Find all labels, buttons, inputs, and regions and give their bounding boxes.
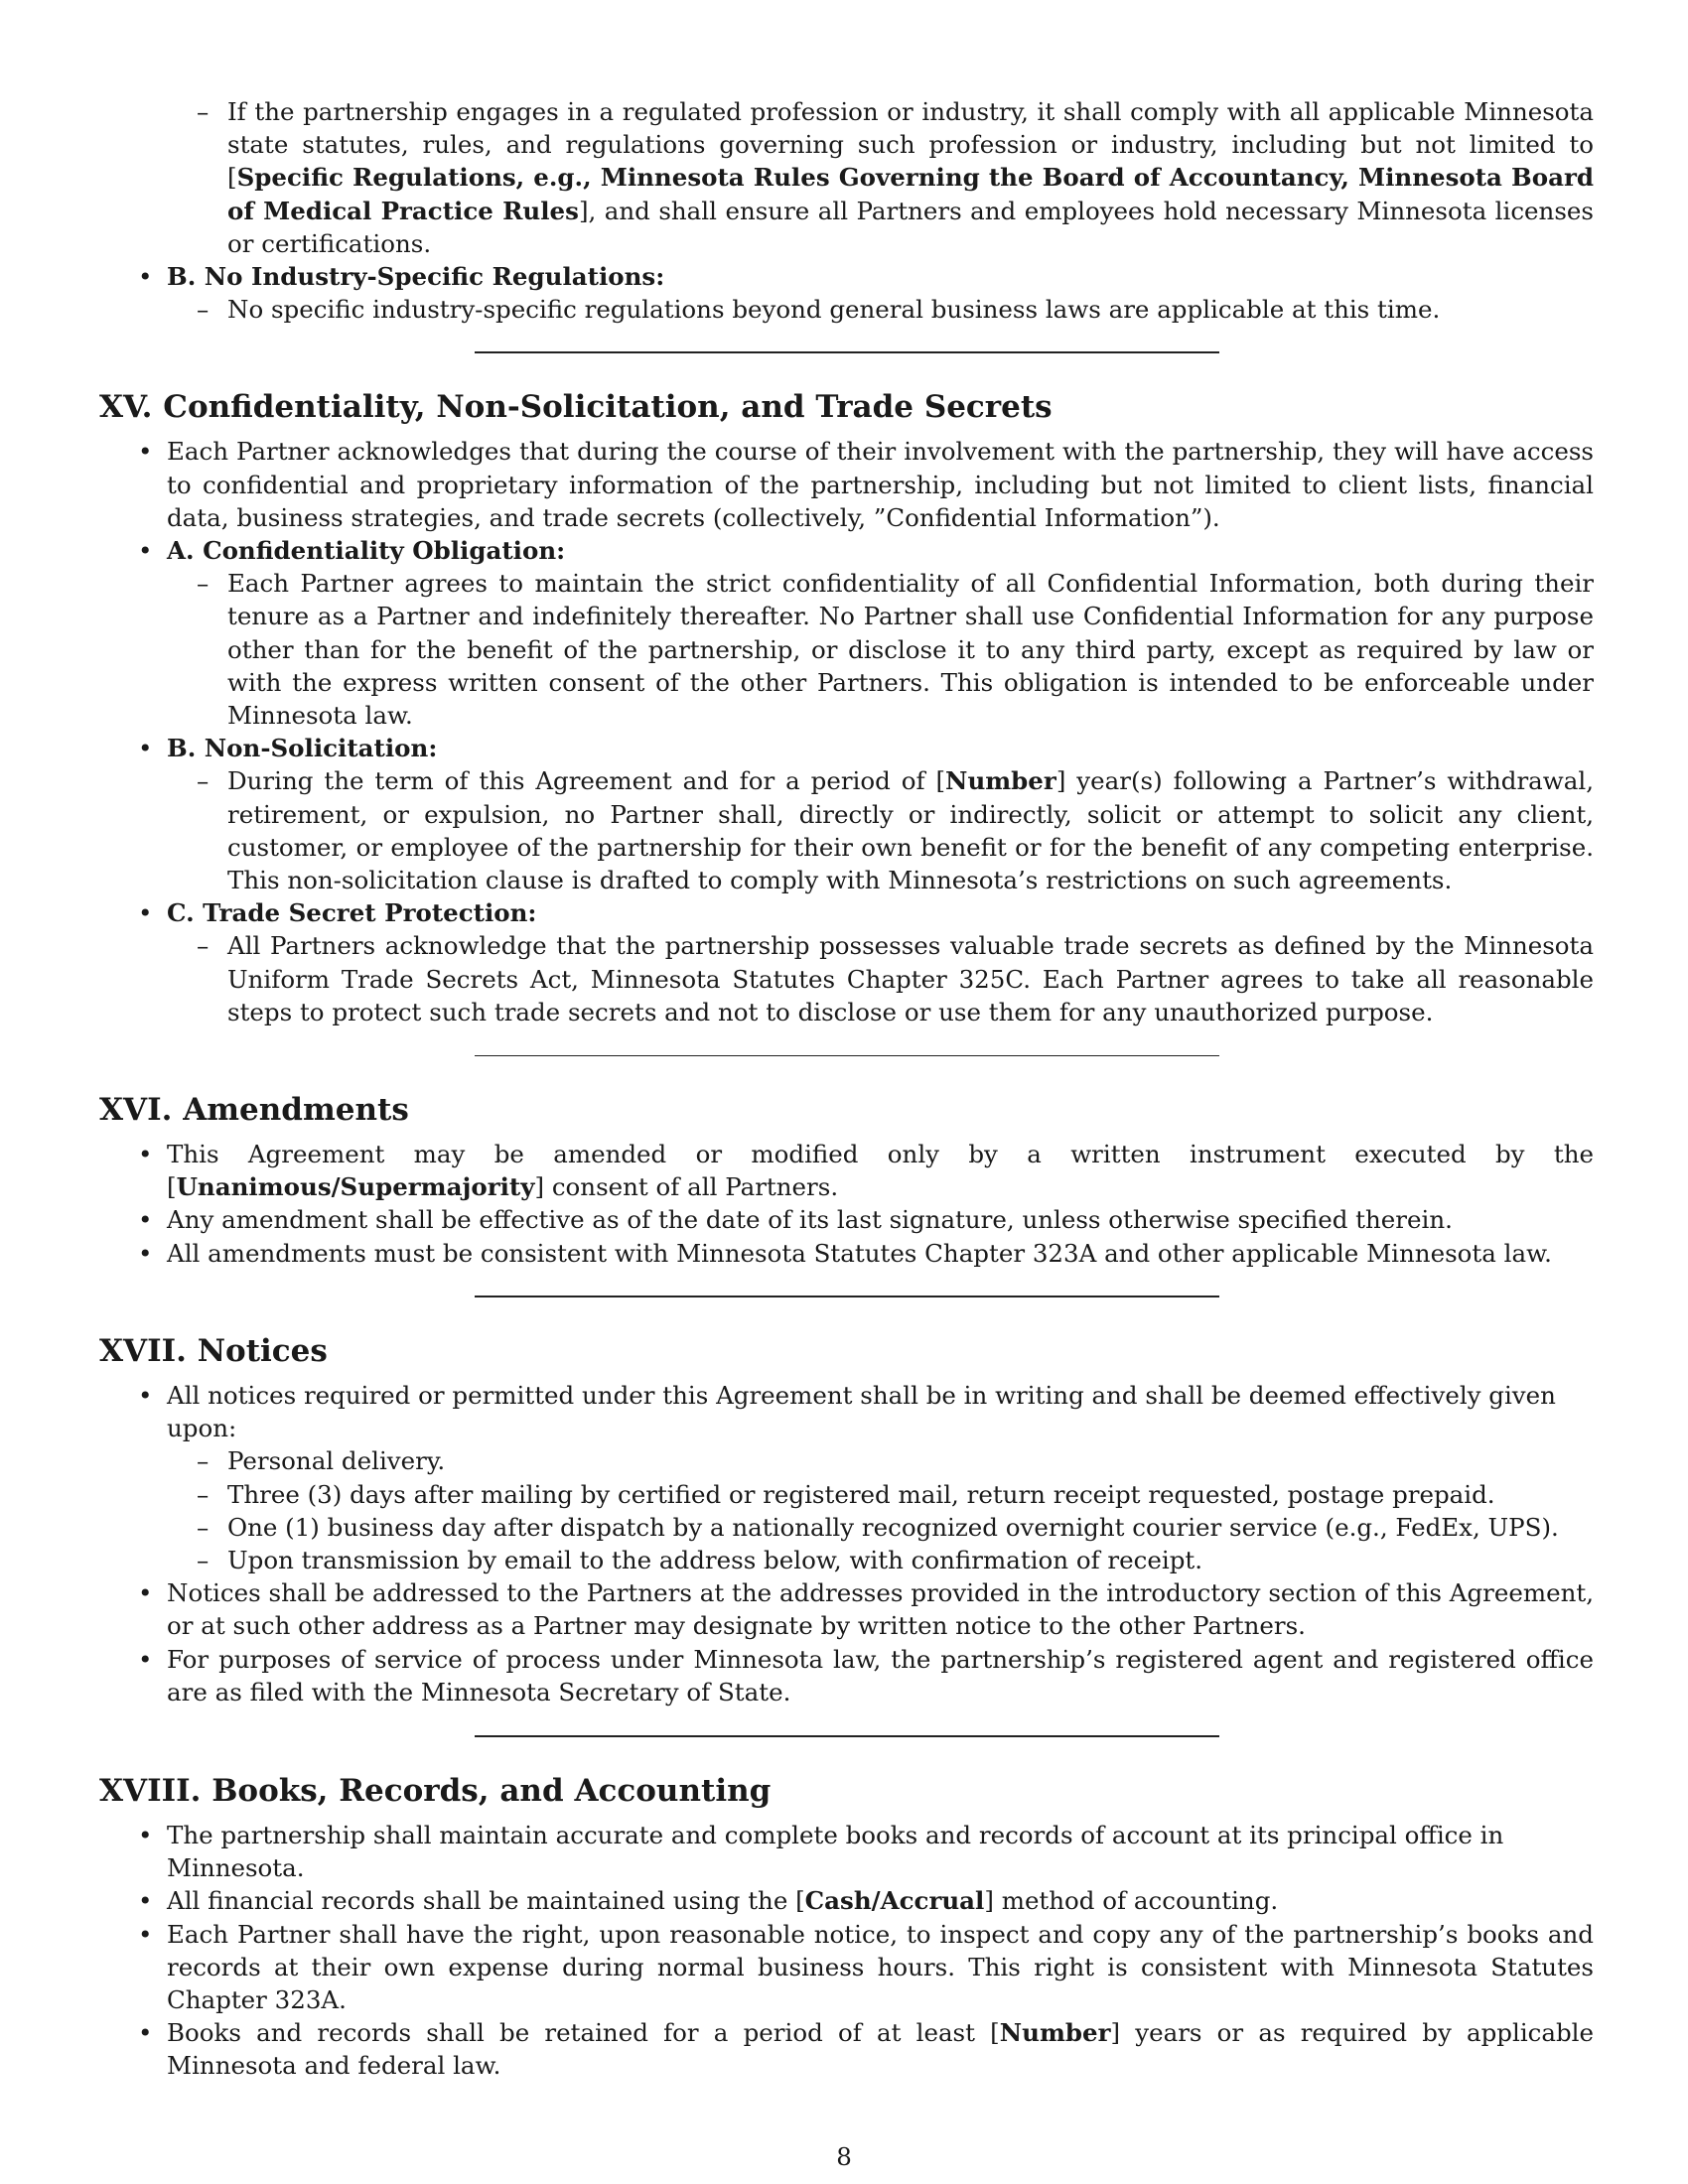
section-divider (475, 351, 1219, 353)
placeholder-number: Number (999, 2018, 1111, 2048)
placeholder-number: Number (945, 766, 1056, 796)
list-item: • Any amendment shall be effective as of the date of its last signature, unless otherwise specified therein. (99, 1203, 1594, 1236)
list-item: • All amendments must be consistent with Minnesota Statutes Chapter 323A and other applicable Minnesota law. (99, 1237, 1594, 1270)
section-title-xv: XV. Confidentiality, Non-Solicitation, and Trade Secrets (99, 389, 1053, 426)
list-xvii (99, 1379, 1594, 1444)
list-item: – Each Partner agrees to maintain the strict confidentiality of all Confidential Information, both during their tenure as a Partner and indefinitely thereafter. No Partner shall use Confidential Information for any purpose other than for the benefit of the partnership, or disclose it to any third party, except as required by law or with the express written consent of the other Partners. This obligation is intended to be enforceable under Minnesota law. (99, 567, 1594, 732)
list-item (99, 260, 1594, 293)
list-item: – One (1) business day after dispatch by a nationally recognized overnight courier service (e.g., FedEx, UPS). (99, 1511, 1594, 1544)
sublist-notice-methods (99, 1444, 1594, 1576)
placeholder-cash-accrual: Cash/Accrual (804, 1886, 985, 1916)
list-item (99, 534, 1594, 567)
list-no-industry (99, 260, 1594, 293)
section-divider (475, 1735, 1219, 1737)
list-xv (99, 435, 1594, 567)
list-xv-b (99, 732, 1594, 764)
placeholder-unanimous-supermajority: Unanimous/Supermajority (176, 1172, 535, 1202)
list-item: – Three (3) days after mailing by certified or registered mail, return receipt requested, postage prepaid. (99, 1478, 1594, 1511)
section-divider (475, 1296, 1219, 1297)
list-item: • Each Partner shall have the right, upon reasonable notice, to inspect and copy any of the partnership’s books and records at their own expense during normal business hours. This right is consistent with Minnesota Statutes Chapter 323A. (99, 1918, 1594, 2017)
list-xvi (99, 1138, 1594, 1270)
list-item: – Personal delivery. (99, 1444, 1594, 1477)
list-item: – If the partnership engages in a regulated profession or industry, it shall comply with all applicable Minnesota state statutes, rules, and regulations governing such profession or industry, including but not limited to [Specific Regulations, e.g., Minnesota Rules Governing the Board of Accountancy, Minnesota Board of Medical Practice Rules], and shall ensure all Partners and employees hold necessary Minnesota licenses or certifications. (99, 95, 1594, 260)
section-divider (475, 1055, 1219, 1056)
list-item: • Each Partner acknowledges that during the course of their involvement with the partnership, they will have access to confidential and proprietary information of the partnership, including but not limited to client lists, financial data, business strategies, and trade secrets (collectively, ”Confidential Information”). (99, 435, 1594, 534)
list-item: • This Agreement may be amended or modified only by a written instrument executed by the [Unanimous/Supermajority] consent of all Partners. (99, 1138, 1594, 1203)
list-item: • Books and records shall be retained for a period of at least [Number] years or as required by applicable Minnesota and federal law. (99, 2016, 1594, 2082)
subheading-confidentiality: A. Confidentiality Obligation: (167, 536, 566, 566)
sublist-regulated (99, 95, 1594, 260)
section-title-xviii: XVIII. Books, Records, and Accounting (99, 1772, 772, 1809)
list-item: • For purposes of service of process under Minnesota law, the partnership’s registered agent and registered office are as filed with the Minnesota Secretary of State. (99, 1643, 1594, 1708)
list-xvii-more (99, 1576, 1594, 1708)
sublist-confidentiality (99, 567, 1594, 732)
list-item: – All Partners acknowledge that the partnership possesses valuable trade secrets as defined by the Minnesota Uniform Trade Secrets Act, Minnesota Statutes Chapter 325C. Each Partner agrees to take all reasonable steps to protect such trade secrets and not to disclose or use them for any unauthorized purpose. (99, 929, 1594, 1028)
list-item: – During the term of this Agreement and for a period of [Number] year(s) following a Partner’s withdrawal, retirement, or expulsion, no Partner shall, directly or indirectly, solicit or attempt to solicit any client, customer, or employee of the partnership for their own benefit or for the benefit of any competing enterprise. This non-solicitation clause is drafted to comply with Minnesota’s restrictions on such agreements. (99, 764, 1594, 896)
sublist-non-solicitation (99, 764, 1594, 896)
document-page (99, 95, 1594, 2083)
list-item: • Notices shall be addressed to the Partners at the addresses provided in the introductory section of this Agreement, or at such other address as a Partner may designate by written notice to the other Partners. (99, 1576, 1594, 1642)
sublist-no-industry (99, 293, 1594, 326)
list-item: • The partnership shall maintain accurate and complete books and records of account at its principal office in Minnesota. (99, 1819, 1594, 1884)
section-title-xvii: XVII. Notices (99, 1332, 328, 1369)
list-xviii (99, 1819, 1594, 2083)
list-item (99, 896, 1594, 929)
list-item: • All financial records shall be maintained using the [Cash/Accrual] method of accounting. (99, 1884, 1594, 1917)
list-item: – No specific industry-specific regulations beyond general business laws are applicable at this time. (99, 293, 1594, 326)
section-title-xvi: XVI. Amendments (99, 1092, 409, 1129)
list-item: • All notices required or permitted under this Agreement shall be in writing and shall be deemed effectively given upon: (99, 1379, 1594, 1444)
list-item: – Upon transmission by email to the address below, with confirmation of receipt. (99, 1544, 1594, 1576)
list-item (99, 732, 1594, 764)
subheading-trade-secret: C. Trade Secret Protection: (167, 898, 537, 928)
list-xv-c (99, 896, 1594, 929)
page-number: 8 (836, 2142, 852, 2171)
subheading-non-solicitation: B. Non-Solicitation: (167, 734, 438, 763)
subheading-no-industry: B. No Industry-Specific Regulations: (167, 262, 665, 292)
sublist-trade-secret (99, 929, 1594, 1028)
placeholder-specific-regulations: Specific Regulations, e.g., Minnesota Rules Governing the Board of Accountancy, Minnesota Board of Medical Practice Rules (227, 163, 1594, 225)
